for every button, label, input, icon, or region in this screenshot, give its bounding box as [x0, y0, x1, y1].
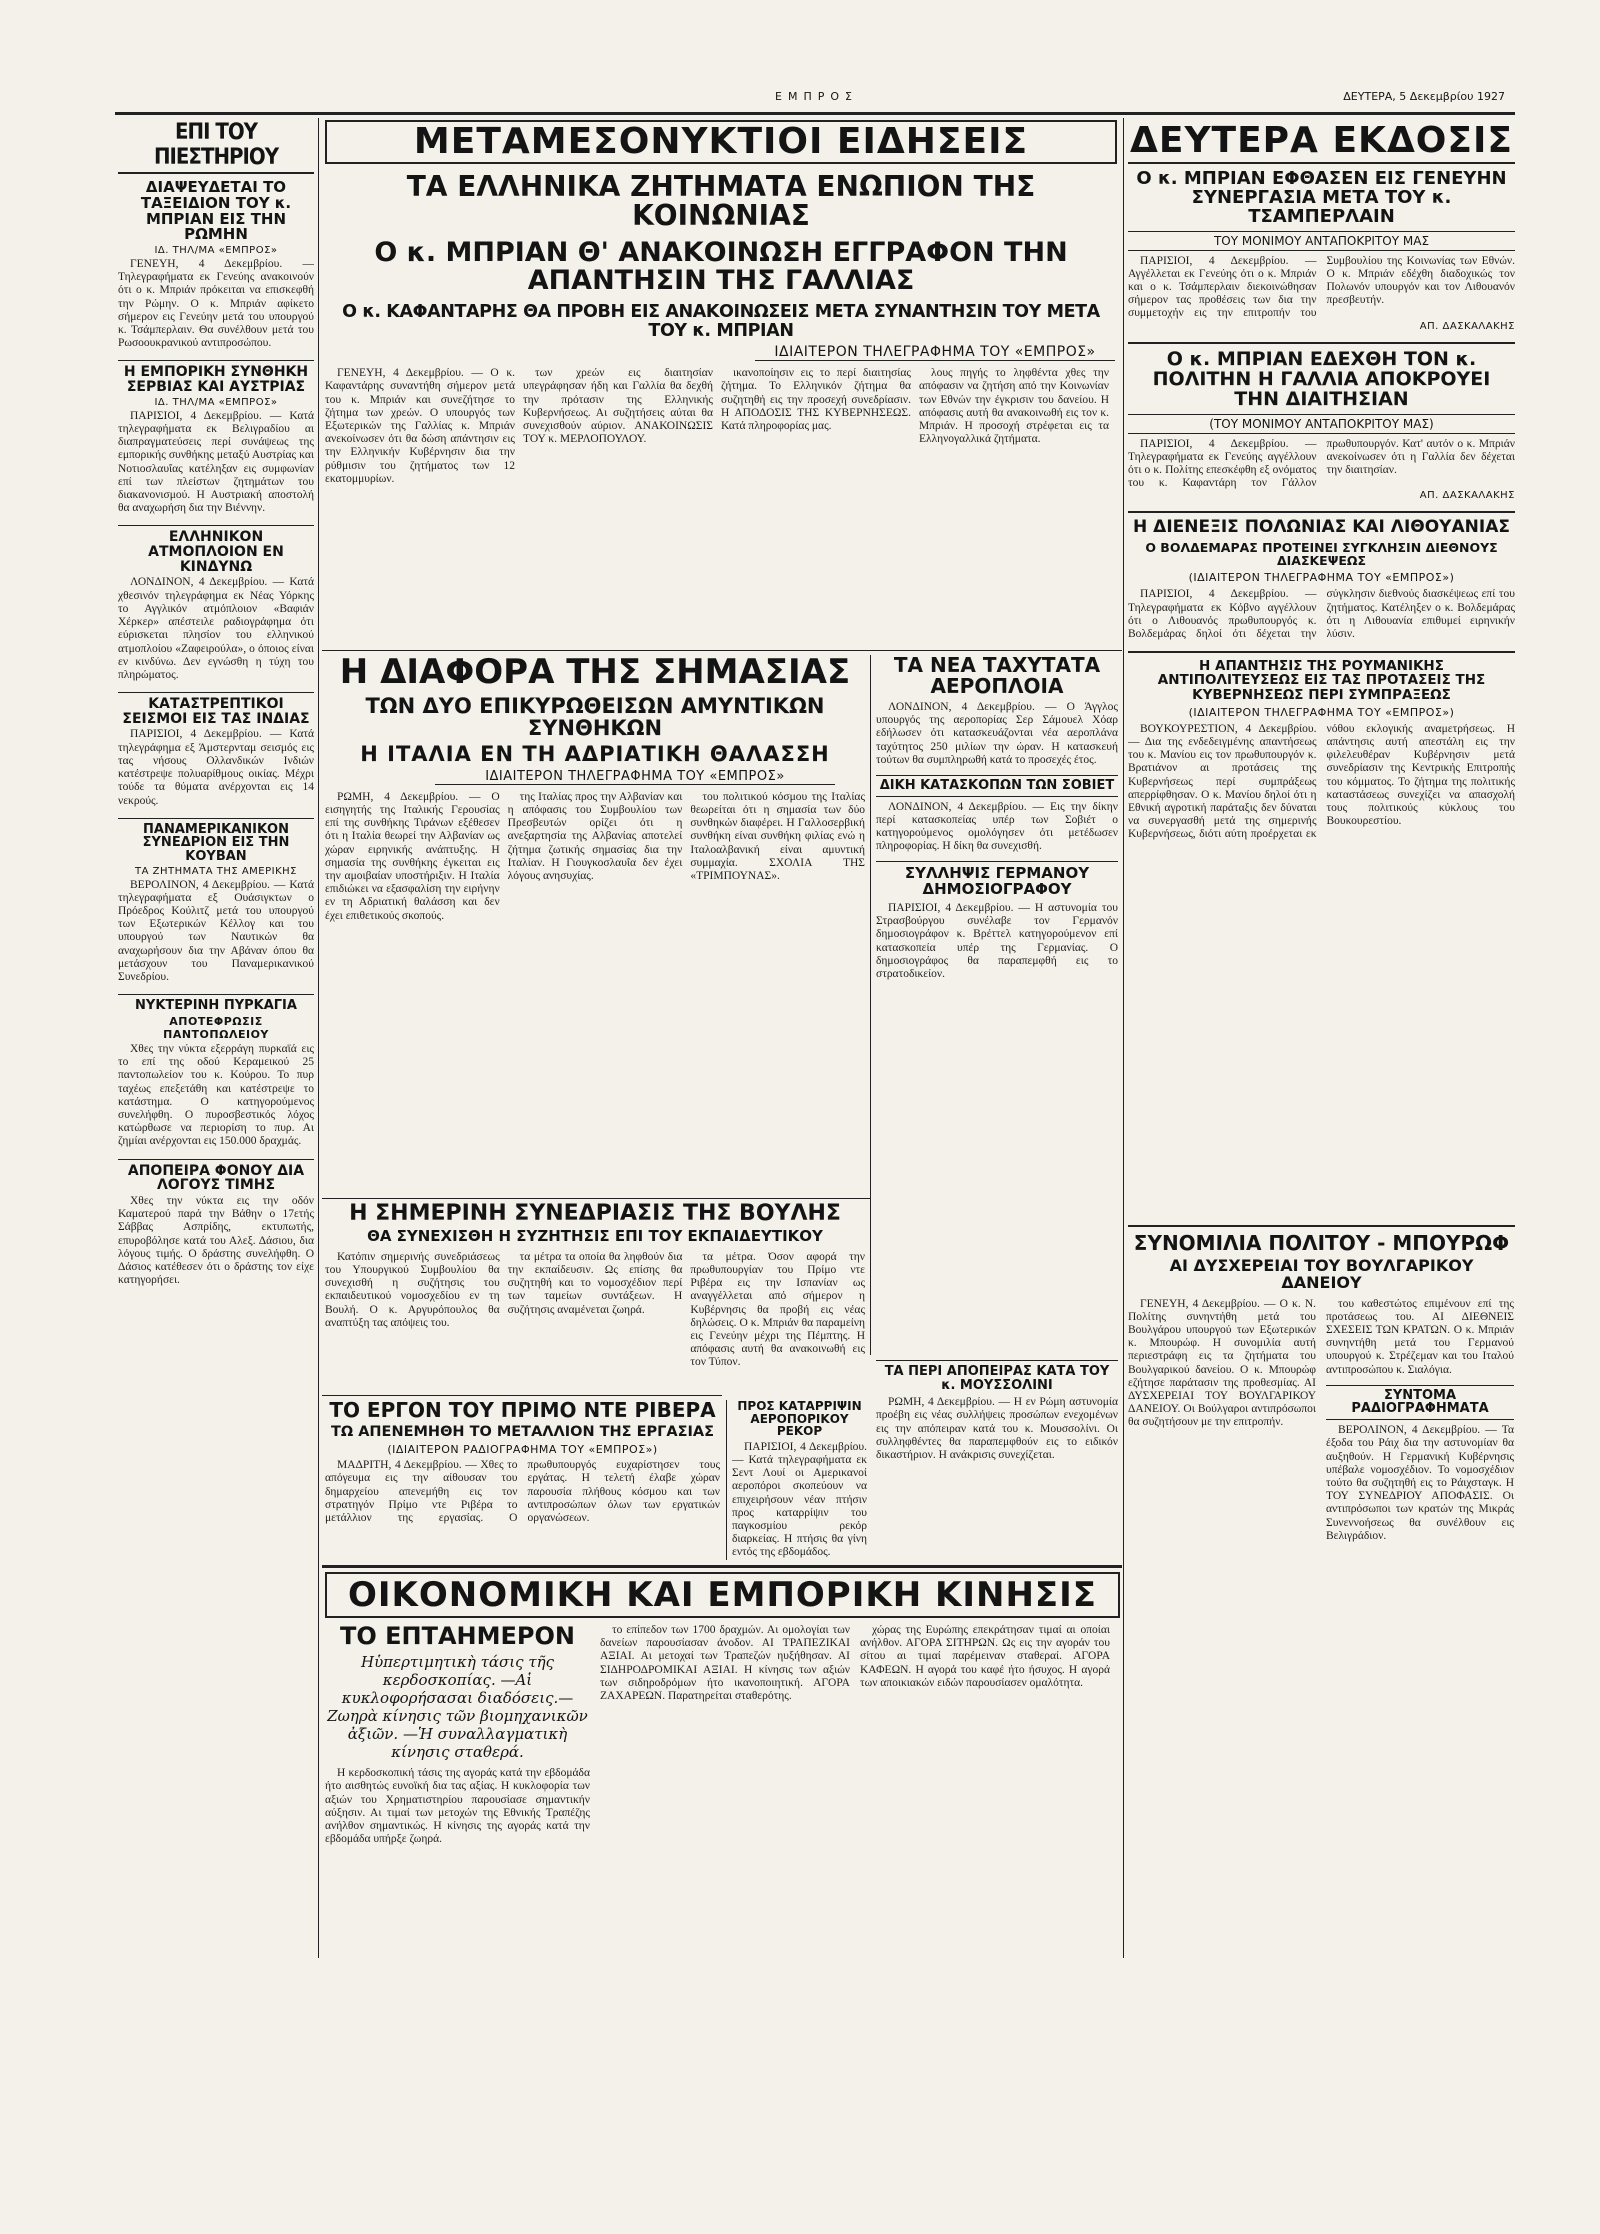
left-column: [118, 120, 314, 1960]
section-rule: [322, 1198, 870, 1199]
headline: ΣΥΛΛΗΨΙΣ ΓΕΡΜΑΝΟΥ ΔΗΜΟΣΙΟΓΡΑΦΟΥ: [876, 861, 1118, 898]
headline: Η ΕΜΠΟΡΙΚΗ ΣΥΝΘΗΚΗ ΣΕΡΒΙΑΣ ΚΑΙ ΑΥΣΤΡΙΑΣ: [118, 360, 314, 394]
banner-headline: ΜΕΤΑΜΕΣΟΝΥΚΤΙΟΙ ΕΙΔΗΣΕΙΣ: [325, 120, 1117, 164]
mussolini-story: [876, 1360, 1118, 1560]
article-body: τα μέτρα τα οποία θα ληφθούν δια την εκπαίδευσιν. Ως επίσης θα συζητηθή και το νομοσχέδιον περί των ταμείων συντάξεων. Η συζήτησις αναμένεται ζωηρά.: [507, 1250, 683, 1316]
headline: ΕΛΛΗΝΙΚΟΝ ΑΤΜΟΠΛΟΙΟΝ ΕΝ ΚΙΝΔΥΝΩ: [118, 525, 314, 574]
byline: (ΙΔΙΑΙΤΕΡΟΝ ΤΗΛΕΓΡΑΦΗΜΑ ΤΟΥ «ΕΜΠΡΟΣ»): [1188, 705, 1455, 719]
small-news-column: [876, 655, 1118, 1355]
edition-banner: ΔΕΥΤΕΡΑ ΕΚΔΟΣΙΣ: [1128, 120, 1515, 164]
col-rule: [318, 118, 319, 1958]
rivera-story: [325, 1400, 720, 1560]
headline: Ο κ. ΜΠΡΙΑΝ ΕΦΘΑΣΕΝ ΕΙΣ ΓΕΝΕΥΗΝ ΣΥΝΕΡΓΑΣΙΑ ΜΕΤΑ ΤΟΥ κ. ΤΣΑΜΠΕΡΛΑΙΝ: [1136, 168, 1507, 227]
masthead-rule: [115, 112, 1515, 115]
headline: ΤΟ ΕΡΓΟΝ ΤΟΥ ΠΡΙΜΟ ΝΤΕ ΡΙΒΕΡΑ: [329, 1400, 716, 1422]
article-body: ΠΑΡΙΣΙΟΙ, 4 Δεκεμβρίου. — Κατά τηλεγραφήματα εκ Σεντ Λουί οι Αμερικανοί αεροπόροι σκοπεύουν να επιχειρήσουν νέαν πτήσιν προς καταρρίψιν του παγκοσμίου ρεκόρ διαρκείας. Η πτήσις θα γίνη εντός της εβδομάδος.: [732, 1440, 867, 1559]
right-column-bottom: [1128, 1225, 1515, 1960]
section-rule: [322, 650, 1122, 651]
article-body: ΛΟΝΔΙΝΟΝ, 4 Δεκεμβρίου. — Εις την δίκην περί κατασκοπείας υπέρ των Σοβιέτ ο κατηγορούμενος ομολόγησεν ότι μετέδωσεν πληροφορίας. Η δίκη θα συνεχισθή.: [876, 800, 1118, 853]
subheadline: Ο ΒΟΛΔΕΜΑΡΑΣ ΠΡΟΤΕΙΝΕΙ ΣΥΓΚΛΗΣΙΝ ΔΙΕΘΝΟΥΣ ΔΙΑΣΚΕΨΕΩΣ: [1145, 540, 1498, 569]
article-body: του πολιτικού κόσμου της Ιταλίας θεωρείται ότι η σημασία των δύο συνθηκών διαφέρει. Η Γαλλοσερβική συνθήκη είναι συνθήκη φιλίας ενώ η Ιταλοαλβανική είναι αμυντική συμμαχία. ΣΧΟΛΙΑ ΤΗΣ «ΤΡΙΜΠΟΥΝΑΣ».: [690, 790, 865, 883]
article-columns: [1128, 1298, 1515, 1543]
headline: ΤΑ ΝΕΑ ΤΑΧΥΤΑΤΑ ΑΕΡΟΠΛΟΙΑ: [893, 655, 1101, 698]
headline: Η ΔΙΑΦΟΡΑ ΤΗΣ ΣΗΜΑΣΙΑΣ: [339, 655, 851, 692]
defense-treaties-story: [325, 655, 865, 1195]
col-rule: [1123, 118, 1124, 1958]
headline: ΤΩΝ ΔΥΟ ΕΠΙΚΥΡΩΘΕΙΣΩΝ ΑΜΥΝΤΙΚΩΝ ΣΥΝΘΗΚΩΝ: [365, 693, 825, 740]
subheadline: ΑΠΟΤΕΦΡΩΣΙΣ ΠΑΝΤΟΠΩΛΕΙΟΥ: [163, 1014, 269, 1041]
article-body: τα μέτρα. Όσον αφορά την πρωθυπουργίαν του Πρίμο ντε Ριβέρα εις την Ισπανίαν ως αναγγέλλεται από σήμερον η Κυβέρνησις θα προβή εις νέας δηλώσεις. Ο κ. Μπριάν θα παραμείνη εις Γενεύην μέχρι της Πέμπτης. Η απόφασις αυτή θα ανακοινωθή εις τον Τύπον.: [690, 1250, 865, 1369]
byline: (ΙΔΙΑΙΤΕΡΟΝ ΤΗΛΕΓΡΑΦΗΜΑ ΤΟΥ «ΕΜΠΡΟΣ»): [1188, 571, 1455, 585]
issue-date: ΔΕΥΤΕΡΑ, 5 Δεκεμβρίου 1927: [1343, 90, 1505, 103]
article-body: χώρας της Ευρώπης επεκράτησαν τιμαί αι οποίαι ανήλθον. ΑΓΟΡΑ ΣΙΤΗΡΩΝ. Ως εις την αγοράν του σίτου αι τιμαί παρέμειναν σταθεραί. ΑΓΟΡΑ ΚΑΦΕΩΝ. Η αγορά του καφέ ήτο ήσυχος. Η αγορά των αποικιακών ειδών παρουσίασεν ομαλότητα.: [860, 1624, 1110, 1689]
article-sidebar: [1326, 1298, 1514, 1543]
article-body: ΡΩΜΗ, 4 Δεκεμβρίου. — Η εν Ρώμη αστυνομία προέβη εις νέας συλλήψεις προσώπων ενεχομένων εις την απόπειραν κατά του κ. Μουσσολίνι. Οι συλληφθέντες θα παραπεμφθούν εις το ειδικόν δικαστήριον. Η ανάκρισις συνεχίζεται.: [876, 1396, 1118, 1462]
article-body: ΓΕΝΕΥΗ, 4 Δεκεμβρίου. — Τηλεγραφήματα εκ Γενεύης ανακοινούν ότι ο κ. Μπριάν πρόκειται να επισκεφθή την Ρώμην. Ο κ. Μπριάν αφίκετο σήμερον εις Γενεύην μετά του υπουργού κ. Τσάμπερλαιν. Θα συνέλθουν μετά του Ρωσοουκρανικού αντιπροσώπου.: [118, 258, 314, 350]
headline: ΠΑΝΑΜΕΡΙΚΑΝΙΚΟΝ ΣΥΝΕΔΡΙΟΝ ΕΙΣ ΤΗΝ ΚΟΥΒΑΝ: [118, 818, 314, 864]
article-body: ΓΕΝΕΥΗ, 4 Δεκεμβρίου. — Ο κ. Καφαντάρης συναντήθη σήμερον μετά του κ. Μπριάν και συνεζήτησε το ζήτημα των χρεών. Ο υπουργός των Εξωτερικών της Γαλλίας κ. Μπριάν ανεκοίνωσεν ότι θα δώση απάντησιν εις την Ελληνικήν Κυβέρνησιν δια την ρύθμισιν του ζητήματος των 12 εκατομμυρίων.: [325, 367, 515, 485]
headline: ΣΥΝΟΜΙΛΙΑ ΠΟΛΙΤΟΥ - ΜΠΟΥΡΩΦ: [1128, 1225, 1515, 1254]
article-body: ΒΕΡΟΛΙΝΟΝ, 4 Δεκεμβρίου. — Τα έξοδα του Ράιχ δια την αστυνομίαν θα αυξηθούν. Η Γερμανική Κυβέρνησις υπέβαλε νομοσχέδιον. Το νομοσχέδιον τούτο θα συζητηθή εις το Ράιχσταγκ. Η ΤΟΥ ΣΥΝΕΔΡΙΟΥ ΑΠΟΦΑΣΙΣ. Οι αντιπρόσωποι των κρατών της Μικράς Συνεννοήσεως θα συνέλθουν εις Βελιγράδιον.: [1326, 1424, 1514, 1542]
economy-lead: [325, 1624, 590, 1846]
article-body: ΠΑΡΙΣΙΟΙ, 4 Δεκεμβρίου. — Τηλεγραφήματα εκ Κόβνο αγγέλλουν ότι ο Λιθουανός πρωθυπουργός κ. Βολδεμάρας δηλοί ότι δέχεται την σύγκλησιν διεθνούς διασκέψεως επί του ζητήματος. Κατέληξεν ο κ. Βολδεμάρας ότι η Λιθουανία επιθυμεί ειρηνικήν λύσιν.: [1128, 588, 1515, 641]
right-column-top: [1128, 120, 1515, 1220]
article-body: ΠΑΡΙΣΙΟΙ, 4 Δεκεμβρίου. — Κατά τηλεγράφημα εξ Άμστερνταμ σεισμός εις τας νήσους Ολλανδικών Ινδιών κατέστρεψε πολυαρίθμους οικίας. Μέχρι τούδε τα θύματα ανέρχονται εις 14 νεκρούς.: [118, 728, 314, 807]
headline: Ο κ. ΜΠΡΙΑΝ Θ' ΑΝΑΚΟΙΝΩΣΗ ΕΓΓΡΑΦΟΝ ΤΗΝ ΑΠΑΝΤΗΣΙΝ ΤΗΣ ΓΑΛΛΙΑΣ: [374, 236, 1068, 297]
section-title: ΕΠΙ ΤΟΥ ΠΙΕΣΤΗΡΙΟΥ: [118, 120, 314, 174]
article-body: Χθες την νύκτα εις την οδόν Καματερού παρά την Βάθην ο 17ετής Σάββας Ασπρίδης, εκτυπωτής, επυροβόλησε κατά του Αλεξ. Δάσιου, δια λόγους τιμής. Ο δράστης συνελήφθη. Ο Δάσιος κατέθεσεν ότι ο δράστης τον είχε κατηγορήσει.: [118, 1194, 314, 1287]
byline: ΙΔ. ΤΗΛ/ΜΑ «ΕΜΠΡΟΣ»: [154, 245, 278, 256]
headline: Η ΣΗΜΕΡΙΝΗ ΣΥΝΕΔΡΙΑΣΙΣ ΤΗΣ ΒΟΥΛΗΣ: [349, 1202, 841, 1226]
article-body: ΒΟΥΚΟΥΡΕΣΤΙΟΝ, 4 Δεκεμβρίου. — Δια της ενδεδειγμένης απαντήσεως του κ. Μανίου εις τον πρωθυπουργόν κ. Βρατιάνον αι προτάσεις της Κυβερνήσεως περί συμπράξεως απερρίφθησαν. Ο κ. Μανίου δηλοί ότι η Εθνική αγροτική παράταξις δεν δύναται να συνεργασθή μετά της σημερινής Κυβερνήσεως, διότι αύτη προέρχεται εκ νόθου εκλογικής αναμετρήσεως. Η απάντησις αυτή απεστάλη εις την φιλελευθέραν Κυβέρνησιν μετά συνεδρίασιν της Κεντρικής Επιτροπής του κόμματος. Το ζήτημα της πολιτικής καταστάσεως συνεχίζει να απασχολή τους πολιτικούς κύκλους του Βουκουρεστίου.: [1128, 722, 1515, 841]
headline: Ο κ. ΜΠΡΙΑΝ ΕΔΕΧΘΗ ΤΟΝ κ. ΠΟΛΙΤΗΝ Η ΓΑΛΛΙΑ ΑΠΟΚΡΟΥΕΙ ΤΗΝ ΔΙΑΙΤΗΣΙΑΝ: [1128, 342, 1515, 410]
article-body: ΛΟΝΔΙΝΟΝ, 4 Δεκεμβρίου. — Κατά χθεσινόν τηλεγράφημα εκ Νέας Υόρκης το Αγγλικόν ατμόπλοιον «Βαφιάν Χέρκερ» απέστειλε ραδιογράφημα ότι εύρισκεται πλησίον του ελληνικού ατμοπλοίου «Ζαφειρούλα», ο όποιος είναι εν κινδύνω. Δεν εγνώσθη η τύχη του πληρώματος.: [118, 576, 314, 681]
article-columns: [325, 1251, 865, 1370]
article-body: των χρεών εις διαιτησίαν υπεγράφησαν ήδη και Γαλλία θα δεχθή την πρότασιν της Ελληνικής Κυβερνήσεως. Αι συζητήσεις αύται θα συνεχισθούν αύριον. ΑΝΑΚΟΙΝΩΣΙΣ ΤΟΥ κ. ΜΕΡΛΟΠΟΥΛΟΥ.: [523, 367, 713, 446]
article-body: ΠΑΡΙΣΙΟΙ, 4 Δεκεμβρίου. — Αγγέλλεται εκ Γενεύης ότι ο κ. Μπριάν και ο κ. Τσάμπερλαιν διεκοινώθησαν σήμερον τας προθέσεις των δια την συμμετοχήν εις την επιτροπήν του Συμβουλίου της Κοινωνίας των Εθνών. Ο κ. Μπριάν εδέχθη διαδοχικώς τον Πολωνόν υπουργόν και τον Λιθουανόν πρεσβευτήν.: [1128, 254, 1515, 320]
article-columns: [325, 791, 865, 923]
article-body: ικανοποίησιν εις το περί διαιτησίας ζήτημα. Το Ελληνικόν ζήτημα θα συζητηθή εις την προσεχή συνεδρίασιν. Η ΑΠΟΔΟΣΙΣ ΤΗΣ ΚΥΒΕΡΝΗΣΕΩΣ. Κατά πληροφορίας μας.: [721, 367, 911, 433]
byline: ΤΟΥ ΜΟΝΙΜΟΥ ΑΝΤΑΠΟΚΡΙΤΟΥ ΜΑΣ: [1128, 231, 1515, 251]
headline: Ο κ. ΚΑΦΑΝΤΑΡΗΣ ΘΑ ΠΡΟΒΗ ΕΙΣ ΑΝΑΚΟΙΝΩΣΕΙΣ ΜΕΤΑ ΣΥΝΑΝΤΗΣΙΝ ΤΟΥ ΜΕΤΑ ΤΟΥ κ. ΜΠΡΙΑΝ: [342, 302, 1100, 341]
article-body: Η κερδοσκοπική τάσις της αγοράς κατά την εβδομάδα ήτο αισθητώς ευνοϊκή δια τας αξίας. Η κυκλοφορία των αξιών του Χρηματιστηρίου παρουσίασε σημαντικήν αύξησιν. Αι τιμαί των μετοχών της Εθνικής Τραπέζης ανήλθον σημαντικώς. Η κίνησις της αγοράς κατά την εβδομάδα υπήρξε ζωηρά.: [325, 1767, 590, 1846]
headline: ΑΠΟΠΕΙΡΑ ΦΟΝΟΥ ΔΙΑ ΛΟΓΟΥΣ ΤΙΜΗΣ: [118, 1159, 314, 1193]
byline: (ΙΔΙΑΙΤΕΡΟΝ ΡΑΔΙΟΓΡΑΦΗΜΑ ΤΟΥ «ΕΜΠΡΟΣ»): [387, 1443, 658, 1457]
subheadline: ΘΑ ΣΥΝΕΧΙΣΘΗ Η ΣΥΖΗΤΗΣΙΣ ΕΠΙ ΤΟΥ ΕΚΠΑΙΔΕΥΤΙΚΟΥ: [367, 1227, 823, 1246]
byline: ΙΔΙΑΙΤΕΡΟΝ ΤΗΛΕΓΡΑΦΗΜΑ ΤΟΥ «ΕΜΠΡΟΣ»: [435, 769, 835, 785]
article-body: ΜΑΔΡΙΤΗ, 4 Δεκεμβρίου. — Χθες το απόγευμα εις την αίθουσαν του δημαρχείου απενεμήθη εις τον στρατηγόν Πρίμο ντε Ριβέρα το μετάλλιον της εργασίας. Ο πρωθυπουργός ευχαρίστησεν τους εργάτας. Η τελετή έλαβε χώραν παρουσία πλήθους κόσμου και των αντιπροσώπων όλων των εργατικών οργανώσεων.: [325, 1459, 720, 1525]
deck: Ηὑπερτιμητικὴ τάσις τῆς κερδοσκοπίας. —Αἱ κυκλοφορήσασαι διαδόσεις.—Ζωηρὰ κίνησις τῶν βιομηχανικῶν ἀξιῶν. —Ἡ συναλλαγματικὴ κίνησις σταθερά.: [327, 1653, 588, 1762]
economy-section: [325, 1572, 1120, 1962]
article-columns: [325, 367, 1117, 486]
article-body: Κατόπιν σημερινής συνεδριάσεως του Υπουργικού Συμβουλίου θα συνεχισθή η συζήτησις του εκπαιδευτικού νομοσχεδίου εν τη Βουλή. Ο κ. Αργυρόπουλος θα αναπτύξη τας απόψεις του.: [325, 1250, 500, 1329]
headline: Η ΑΠΑΝΤΗΣΙΣ ΤΗΣ ΡΟΥΜΑΝΙΚΗΣ ΑΝΤΙΠΟΛΙΤΕΥΣΕΩΣ ΕΙΣ ΤΑΣ ΠΡΟΤΑΣΕΙΣ ΤΗΣ ΚΥΒΕΡΝΗΣΕΩΣ ΠΕΡΙ ΣΥΜΠΡΑΞΕΩΣ: [1128, 651, 1515, 702]
article-body: το επίπεδον των 1700 δραχμών. Αι ομολογίαι των δανείων παρουσίασαν άνοδον. ΑΙ ΤΡΑΠΕΖΙΚΑΙ ΑΞΙΑΙ. Αι μετοχαί των Τραπεζών ηυξήθησαν. ΑΙ ΣΙΔΗΡΟΔΡΟΜΙΚΑΙ ΑΞΙΑΙ. Η κίνησις των αξιών των σιδηροδρόμων ήτο ικανοποιητική. ΑΓΟΡΑ ΖΑΧΑΡΕΩΝ. Παρατηρείται σταθερότης.: [600, 1624, 850, 1703]
article-body: ΠΑΡΙΣΙΟΙ, 4 Δεκεμβρίου. — Τηλεγραφήματα εκ Γενεύης αγγέλλουν ότι ο κ. Πολίτης επεσκέφθη εξ ονόματος του κ. Καφαντάρη τον Γάλλον πρωθυπουργόν. Κατ' αυτόν ο κ. Μπριάν ανεκοίνωσεν ότι η Γαλλία δεν δέχεται την διαιτησίαν.: [1128, 437, 1515, 490]
col-rule: [726, 1400, 727, 1560]
byline: ΙΔ. ΤΗΛ/ΜΑ «ΕΜΠΡΟΣ»: [154, 396, 278, 408]
masthead: [115, 82, 1515, 112]
headline: Η ΔΙΕΝΕΞΙΣ ΠΟΛΩΝΙΑΣ ΚΑΙ ΛΙΘΟΥΑΝΙΑΣ: [1128, 511, 1515, 537]
top-center-story: [325, 120, 1117, 645]
byline: ΤΑ ΖΗΤΗΜΑΤΑ ΤΗΣ ΑΜΕΡΙΚΗΣ: [134, 865, 297, 877]
section-rule: [322, 1565, 1122, 1568]
article-body: της Ιταλίας προς την Αλβανίαν και η απόφασις του Συμβουλίου των Πρεσβευτών ορίζει ότι η ανεξαρτησία της Αλβανίας αποτελεί ζήτημα ζωτικής σημασίας δια την Ιταλίαν. Η Γιουγκοσλαυΐα δεν έχει λόγους ανησυχίας.: [507, 790, 683, 883]
article-body: ΠΑΡΙΣΙΟΙ, 4 Δεκεμβρίου. — Κατά τηλεγραφήματα εκ Βελιγραδίου αι διαπραγματεύσεις περί συνάψεως της εμπορικής συνθήκης μεταξύ Αυστρίας και Νοτιοσλαυΐας κατέληξαν εις συμφωνίαν επί των πλείστων ζητημάτων του διακανονισμού. Η Αυστριακή αποστολή θα αναχωρήση δια την Βιέννην.: [118, 409, 314, 515]
headline: ΠΡΟΣ ΚΑΤΑΡΡΙΨΙΝ ΑΕΡΟΠΟΡΙΚΟΥ ΡΕΚΟΡ: [737, 1400, 862, 1439]
byline: ΙΔΙΑΙΤΕΡΟΝ ΤΗΛΕΓΡΑΦΗΜΑ ΤΟΥ «ΕΜΠΡΟΣ»: [755, 344, 1115, 361]
section-rule: [322, 1395, 722, 1396]
article-body: ΠΑΡΙΣΙΟΙ, 4 Δεκεμβρίου. — Η αστυνομία του Στρασβούργου συνέλαβε τον Γερμανόν δημοσιογράφον κ. Βρέττελ κατηγορούμενον επί κατασκοπεία υπέρ της Γερμανίας. Ο δημοσιογράφος θα παραπεμφθή εις το στρατοδικείον.: [876, 901, 1118, 980]
paper-name: ΕΜΠΡΟΣ: [775, 90, 858, 103]
headline: ΔΙΑΨΕΥΔΕΤΑΙ ΤΟ ΤΑΞΕΙΔΙΟΝ ΤΟΥ κ. ΜΠΡΙΑΝ ΕΙΣ ΤΗΝ ΡΩΜΗΝ: [140, 178, 292, 244]
col-rule: [870, 655, 871, 1355]
signature: ΑΠ. ΔΑΣΚΑΛΑΚΗΣ: [1419, 490, 1515, 502]
banner-headline: ΟΙΚΟΝΟΜΙΚΗ ΚΑΙ ΕΜΠΟΡΙΚΗ ΚΙΝΗΣΙΣ: [325, 1572, 1120, 1618]
parliament-story: [325, 1202, 865, 1392]
headline: ΚΑΤΑΣΤΡΕΠΤΙΚΟΙ ΣΕΙΣΜΟΙ ΕΙΣ ΤΑΣ ΙΝΔΙΑΣ: [118, 692, 314, 726]
headline: ΤΟ ΕΠΤΑΗΜΕΡΟΝ: [340, 1622, 575, 1650]
headline: ΝΥΚΤΕΡΙΝΗ ΠΥΡΚΑΓΙΑ: [118, 994, 314, 1013]
subheadline: ΤΩ ΑΠΕΝΕΜΗΘΗ ΤΟ ΜΕΤΑΛΛΙΟΝ ΤΗΣ ΕΡΓΑΣΙΑΣ: [330, 1424, 715, 1440]
article-body: Χθες την νύκτα εξερράγη πυρκαϊά εις το επί της οδού Κεραμεικού 25 παντοπωλείον του κ. Κούρου. Το πυρ ταχέως επεξετάθη και κατέστρεψε το κατάστημα. Ο κατηγορούμενος συνελήφθη. Ο πυροσβεστικός λόχος κατώρθωσε να περιορίση το πυρ. Αι ζημίαι ανέρχονται εις 150.000 δραχμάς.: [118, 1042, 314, 1148]
subheadline: ΑΙ ΔΥΣΧΕΡΕΙΑΙ ΤΟΥ ΒΟΥΛΓΑΡΙΚΟΥ ΔΑΝΕΙΟΥ: [1169, 1256, 1474, 1292]
aviation-story: [732, 1400, 867, 1560]
article-body: λους πηγής το ληφθέντα χθες την απόφασιν να ζητήση από την Κοινωνίαν των Εθνών την έγκρισιν του δανείου. Η απόφασις αυτή θα ανακοινωθή εις τον κ. Μπριάν. Η προσοχή στρέφεται εις τα Ελληνογαλλικά ζητήματα.: [919, 367, 1109, 446]
byline: (ΤΟΥ ΜΟΝΙΜΟΥ ΑΝΤΑΠΟΚΡΙΤΟΥ ΜΑΣ): [1128, 414, 1515, 434]
article-body: ΡΩΜΗ, 4 Δεκεμβρίου. — Ο εισηγητής της Ιταλικής Γερουσίας επί της συνθήκης Τιράνων εξέθεσεν ότι η Ιταλία θεωρεί την Αλβανίαν ως χώραν ειρηνικής ανάπτυξης. Η σημασία της συνθήκης έγκειται εις την αμοιβαίαν υποστήριξιν. Η Ιταλία επιδιώκει να εξασφαλίση την ειρήνην εν τη Αδριατική θαλάσση και δεν έχει επιθετικούς σκοπούς.: [325, 790, 500, 922]
headline: ΤΑ ΠΕΡΙ ΑΠΟΠΕΙΡΑΣ ΚΑΤΑ ΤΟΥ κ. ΜΟΥΣΣΟΛΙΝΙ: [876, 1360, 1118, 1392]
headline: ΤΑ ΕΛΛΗΝΙΚΑ ΖΗΤΗΜΑΤΑ ΕΝΩΠΙΟΝ ΤΗΣ ΚΟΙΝΩΝΙΑΣ: [406, 170, 1036, 233]
headline: ΣΥΝΤΟΜΑ ΡΑΔΙΟΓΡΑΦΗΜΑΤΑ: [1326, 1385, 1514, 1420]
article-body: ΛΟΝΔΙΝΟΝ, 4 Δεκεμβρίου. — Ο Άγγλος υπουργός της αεροπορίας Σερ Σάμουελ Χόαρ εδήλωσεν ότι κατασκευάζονται νέα αεροπλάνα ταχύτητος 250 μιλίων την ώραν. Η κατασκευή τούτων θα συμπληρωθή κατά το προσεχές έτος.: [876, 701, 1118, 766]
headline: ΔΙΚΗ ΚΑΤΑΣΚΟΠΩΝ ΤΩΝ ΣΟΒΙΕΤ: [876, 775, 1118, 797]
headline: Η ΙΤΑΛΙΑ ΕΝ ΤΗ ΑΔΡΙΑΤΙΚΗ ΘΑΛΑΣΣΗ: [360, 741, 830, 766]
article-body: του καθεστώτος επιμένουν επί της προτάσεως του. ΑΙ ΔΙΕΘΝΕΙΣ ΣΧΕΣΕΙΣ ΤΩΝ ΚΡΑΤΩΝ. Ο κ. Μπριάν συνηντήθη μετά του Γερμανού υπουργού κ. Στρέζεμαν και του Ιταλού αντιπροσώπου κ. Σιαλόγια.: [1326, 1297, 1514, 1376]
article-body: ΒΕΡΟΛΙΝΟΝ, 4 Δεκεμβρίου. — Κατά τηλεγραφήματα εξ Ουάσιγκτων ο Πρόεδρος Κούλιτζ μετά του υπουργού των Εξωτερικών Κέλλογ και του υπουργού των Ναυτικών θα αναχωρήσουν δια την Αβάναν όπου θα μετάσχουν του Παναμερικανικού Συνεδρίου.: [118, 878, 314, 984]
article-body: ΓΕΝΕΥΗ, 4 Δεκεμβρίου. — Ο κ. Ν. Πολίτης συνηντήθη μετά του Βουλγάρου υπουργού των Εξωτερικών κ. Μπουρώφ. Η συνομιλία αυτή περιεστράφη εις τα ζητήματα του Βουλγαρικού δανείου. Ο κ. Μπουρώφ εζήτησε παράτασιν της προθεσμίας. ΑΙ ΔΥΣΧΕΡΕΙΑΙ ΤΟΥ ΒΟΥΛΓΑΡΙΚΟΥ ΔΑΝΕΙΟΥ. Οι Βούλγαροι αντιπρόσωποι θα συζητήσουν με την επιτροπήν.: [1128, 1297, 1316, 1429]
economy-columns: [325, 1624, 1120, 1846]
signature: ΑΠ. ΔΑΣΚΑΛΑΚΗΣ: [1419, 320, 1515, 332]
